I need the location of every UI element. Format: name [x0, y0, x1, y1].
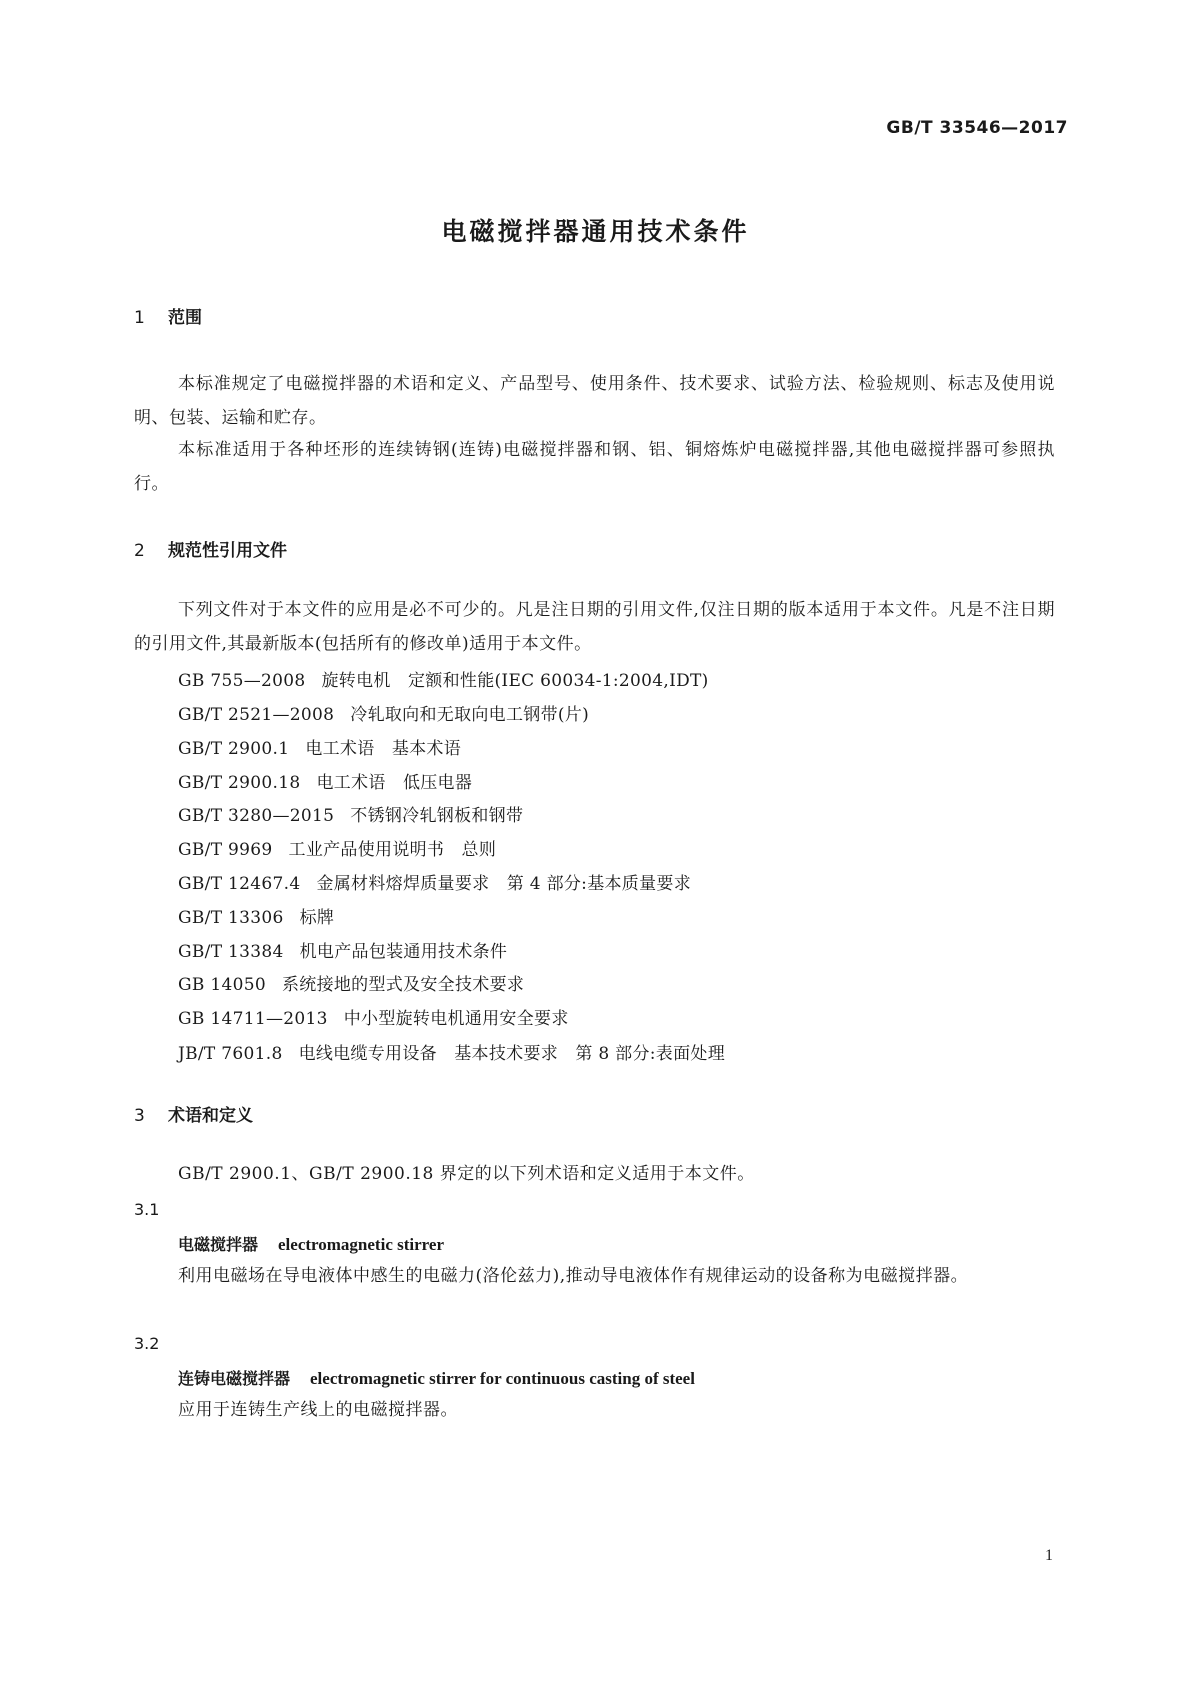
section-3-intro: GB/T 2900.1、GB/T 2900.18 界定的以下列术语和定义适用于本文件。: [178, 1164, 755, 1184]
reference-title: 系统接地的型式及安全技术要求: [281, 975, 525, 995]
section-number: 1: [134, 308, 145, 328]
section-title: 规范性引用文件: [168, 541, 287, 561]
reference-code: GB/T 3280—2015: [178, 806, 335, 826]
reference-title: 电工术语 低压电器: [316, 773, 473, 793]
reference-code: GB/T 12467.4: [178, 874, 301, 894]
section-1-paragraph-2: 本标准适用于各种坯形的连续铸钢(连铸)电磁搅拌器和钢、铝、铜熔炼炉电磁搅拌器,其他电磁搅拌器可参照执行。: [134, 440, 1055, 494]
reference-title: 中小型旋转电机通用安全要求: [343, 1009, 569, 1029]
reference-item: [178, 700, 589, 725]
reference-item: [178, 1004, 569, 1029]
section-1-heading: [134, 303, 202, 328]
reference-title: 冷轧取向和无取向电工钢带(片): [350, 705, 590, 725]
term-definition: 应用于连铸生产线上的电磁搅拌器。: [178, 1400, 458, 1420]
reference-title: 电工术语 基本术语: [305, 739, 462, 759]
reference-item: [178, 768, 472, 793]
term-english: electromagnetic stirrer: [278, 1235, 444, 1254]
section-2-intro: 下列文件对于本文件的应用是必不可少的。凡是注日期的引用文件,仅注日期的版本适用于本文件。凡是不注日期的引用文件,其最新版本(包括所有的修改单)适用于本文件。: [134, 600, 1055, 654]
section-title: 范围: [168, 308, 202, 328]
reference-title: 金属材料熔焊质量要求 第 4 部分:基本质量要求: [316, 874, 692, 894]
section-2-heading: [134, 536, 287, 561]
reference-code: GB/T 13306: [178, 908, 284, 928]
reference-title: 旋转电机 定额和性能(IEC 60034-1:2004,IDT): [321, 671, 709, 691]
reference-code: GB/T 2521—2008: [178, 705, 335, 725]
clause-number: 3.1: [134, 1200, 160, 1219]
reference-code: GB 14711—2013: [178, 1009, 328, 1029]
section-1-paragraph-1: 本标准规定了电磁搅拌器的术语和定义、产品型号、使用条件、技术要求、试验方法、检验规则、标志及使用说明、包装、运输和贮存。: [134, 374, 1055, 428]
reference-code: JB/T 7601.8: [178, 1044, 283, 1064]
clause-number: 3.2: [134, 1334, 160, 1353]
reference-item: [178, 869, 691, 894]
document-title: 电磁搅拌器通用技术条件: [441, 217, 750, 246]
reference-item: [178, 734, 461, 759]
reference-title: 机电产品包装通用技术条件: [299, 942, 508, 962]
reference-code: GB/T 13384: [178, 942, 284, 962]
reference-item: [178, 666, 709, 691]
reference-item: [178, 937, 507, 962]
page-number: 1: [1045, 1547, 1053, 1564]
reference-code: GB/T 2900.1: [178, 739, 290, 759]
reference-title: 工业产品使用说明书 总则: [288, 840, 497, 860]
reference-title: 标牌: [299, 908, 335, 928]
term-definition: 利用电磁场在导电液体中感生的电磁力(洛伦兹力),推动导电液体作有规律运动的设备称为电磁搅拌器。: [178, 1266, 969, 1286]
reference-title: 不锈钢冷轧钢板和钢带: [350, 806, 524, 826]
reference-item: [178, 970, 524, 995]
section-number: 3: [134, 1106, 145, 1126]
section-number: 2: [134, 541, 145, 561]
reference-item: [178, 903, 334, 928]
reference-item: [178, 801, 523, 826]
reference-item: [178, 835, 496, 860]
term-english: electromagnetic stirrer for continuous casting of steel: [310, 1369, 695, 1388]
reference-code: GB/T 2900.18: [178, 773, 301, 793]
term-chinese: 电磁搅拌器: [178, 1235, 259, 1254]
standard-code: GB/T 33546—2017: [886, 118, 1068, 138]
reference-code: GB 755—2008: [178, 671, 306, 691]
reference-code: GB/T 9969: [178, 840, 273, 860]
section-title: 术语和定义: [168, 1106, 253, 1126]
reference-code: GB 14050: [178, 975, 266, 995]
reference-item: [178, 1039, 725, 1064]
term-entry: [178, 1366, 695, 1389]
term-entry: [178, 1232, 444, 1255]
reference-title: 电线电缆专用设备 基本技术要求 第 8 部分:表面处理: [298, 1044, 726, 1064]
section-3-heading: [134, 1101, 253, 1126]
term-chinese: 连铸电磁搅拌器: [178, 1369, 291, 1388]
